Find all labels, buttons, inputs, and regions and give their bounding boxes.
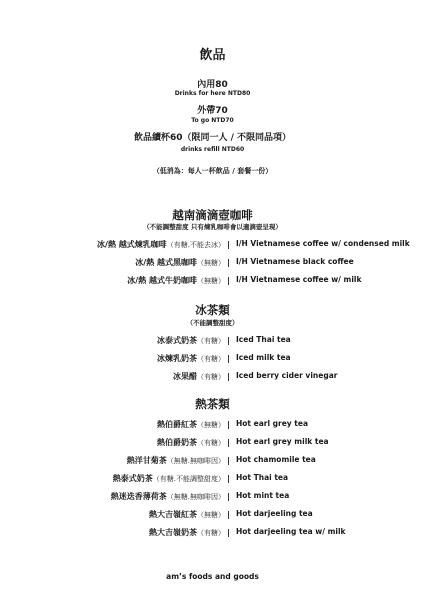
menu-item-english-name: Hot darjeeling tea w/ milk <box>236 527 346 536</box>
item-sugar-tag: （無糖） <box>197 259 225 267</box>
item-name: 熱伯爵奶茶 <box>157 438 197 447</box>
menu-item-row <box>0 239 425 251</box>
menu-item-english-name: Hot earl grey tea <box>236 419 309 428</box>
column-separator: | <box>227 240 230 249</box>
menu-item-english-name: Hot mint tea <box>236 491 290 500</box>
menu-item-row <box>0 353 425 365</box>
column-separator: | <box>227 276 230 285</box>
item-sugar-tag: （無糖） <box>197 277 225 285</box>
item-sugar-tag: （無糖.無咖啡因） <box>166 493 225 501</box>
item-name: 熱伯爵紅茶 <box>157 420 197 429</box>
menu-item-row <box>0 491 425 503</box>
menu-item-row <box>0 275 425 287</box>
hot-tea-section-title: 熱茶類 <box>195 397 230 411</box>
item-name: 熱大吉嶺紅茶 <box>149 510 197 519</box>
menu-item-english-name: I/H Vietnamese coffee w/ condensed milk <box>236 239 410 248</box>
menu-item-chinese-name <box>135 257 225 268</box>
menu-item-chinese-name <box>157 437 225 448</box>
item-name: 熱泰式奶茶 <box>112 474 153 483</box>
menu-item-row <box>0 419 425 431</box>
column-separator: | <box>227 438 230 447</box>
menu-item-chinese-name <box>157 353 225 364</box>
coffee-section-title: 越南滴滴壺咖啡 <box>172 208 253 222</box>
drinks-title: 飲品 <box>199 48 226 63</box>
item-sugar-tag: （無糖.無咖啡因） <box>166 457 225 465</box>
item-name: 冰果醋 <box>173 372 197 381</box>
column-separator: | <box>227 420 230 429</box>
menu-item-row <box>0 527 425 539</box>
menu-item-chinese-name <box>127 455 225 466</box>
column-separator: | <box>227 474 230 483</box>
minimum-charge-note: （低消為：每人一杯飲品 / 套餐一份） <box>152 167 273 175</box>
menu-item-row <box>0 257 425 269</box>
item-name: 冰煉乳奶茶 <box>157 354 197 363</box>
dine-in-price-en: Drinks for here NTD80 <box>174 90 251 97</box>
menu-item-chinese-name <box>149 527 225 538</box>
menu-item-english-name: Iced Thai tea <box>236 335 291 344</box>
menu-item-english-name: Iced berry cider vinegar <box>236 371 338 380</box>
to-go-price: 外帶70 <box>197 106 228 116</box>
item-sugar-tag: （有糖.不能調整甜度） <box>152 475 225 483</box>
column-separator: | <box>227 456 230 465</box>
menu-item-row <box>0 335 425 347</box>
to-go-price-en: To go NTD70 <box>191 117 234 124</box>
menu-item-row <box>0 455 425 467</box>
menu-item-chinese-name <box>127 275 225 286</box>
item-name: 冰/熱 越式煉乳咖啡 <box>97 240 167 249</box>
menu-item-row <box>0 473 425 485</box>
menu-item-chinese-name <box>157 419 225 430</box>
iced-tea-section-title: 冰茶類 <box>195 303 230 317</box>
menu-item-english-name: Hot Thai tea <box>236 473 289 482</box>
item-sugar-tag: （有糖） <box>197 373 225 381</box>
column-separator: | <box>227 492 230 501</box>
item-sugar-tag: （無糖） <box>197 421 225 429</box>
menu-item-row <box>0 371 425 383</box>
menu-item-english-name: Iced milk tea <box>236 353 291 362</box>
menu-item-chinese-name <box>113 473 225 484</box>
item-sugar-tag: （無糖） <box>197 511 225 519</box>
column-separator: | <box>227 336 230 345</box>
refill-price: 飲品續杯60（限同一人 / 不限同品項） <box>133 133 292 143</box>
item-sugar-tag: （有糖） <box>197 337 225 345</box>
column-separator: | <box>227 528 230 537</box>
item-name: 熱大吉嶺奶茶 <box>149 528 197 537</box>
refill-price-en: drinks refill NTD60 <box>180 146 245 153</box>
menu-item-english-name: Hot chamomile tea <box>236 455 316 464</box>
item-name: 冰泰式奶茶 <box>157 336 197 345</box>
menu-item-chinese-name <box>111 491 225 502</box>
item-sugar-tag: （有糖.不能去冰） <box>166 241 225 249</box>
item-sugar-tag: （有糖） <box>197 439 225 447</box>
menu-item-chinese-name <box>173 371 225 382</box>
column-separator: | <box>227 258 230 267</box>
item-name: 熱迷迭香薄荷茶 <box>110 492 167 501</box>
menu-item-english-name: I/H Vietnamese coffee w/ milk <box>236 275 362 284</box>
menu-item-english-name: I/H Vietnamese black coffee <box>236 257 354 266</box>
menu-item-row <box>0 509 425 521</box>
column-separator: | <box>227 510 230 519</box>
menu-item-chinese-name <box>97 239 225 250</box>
menu-item-english-name: Hot earl grey milk tea <box>236 437 329 446</box>
item-name: 熱洋甘菊茶 <box>126 456 167 465</box>
menu-item-english-name: Hot darjeeling tea <box>236 509 313 518</box>
dine-in-price: 內用80 <box>197 80 228 90</box>
iced-tea-section-note: （不能調整甜度） <box>186 319 239 327</box>
item-sugar-tag: （有糖） <box>197 529 225 537</box>
column-separator: | <box>227 354 230 363</box>
item-sugar-tag: （有糖） <box>197 355 225 363</box>
menu-item-row <box>0 437 425 449</box>
item-name: 冰/熱 越式牛奶咖啡 <box>127 276 197 285</box>
coffee-section-note: （不能調整甜度 只有煉乳咖啡會以適滴壺呈現） <box>143 223 282 231</box>
column-separator: | <box>227 372 230 381</box>
menu-item-chinese-name <box>149 509 225 520</box>
footer-brand: am’s foods and goods <box>166 572 259 581</box>
item-name: 冰/熱 越式黑咖啡 <box>135 258 197 267</box>
menu-item-chinese-name <box>157 335 225 346</box>
